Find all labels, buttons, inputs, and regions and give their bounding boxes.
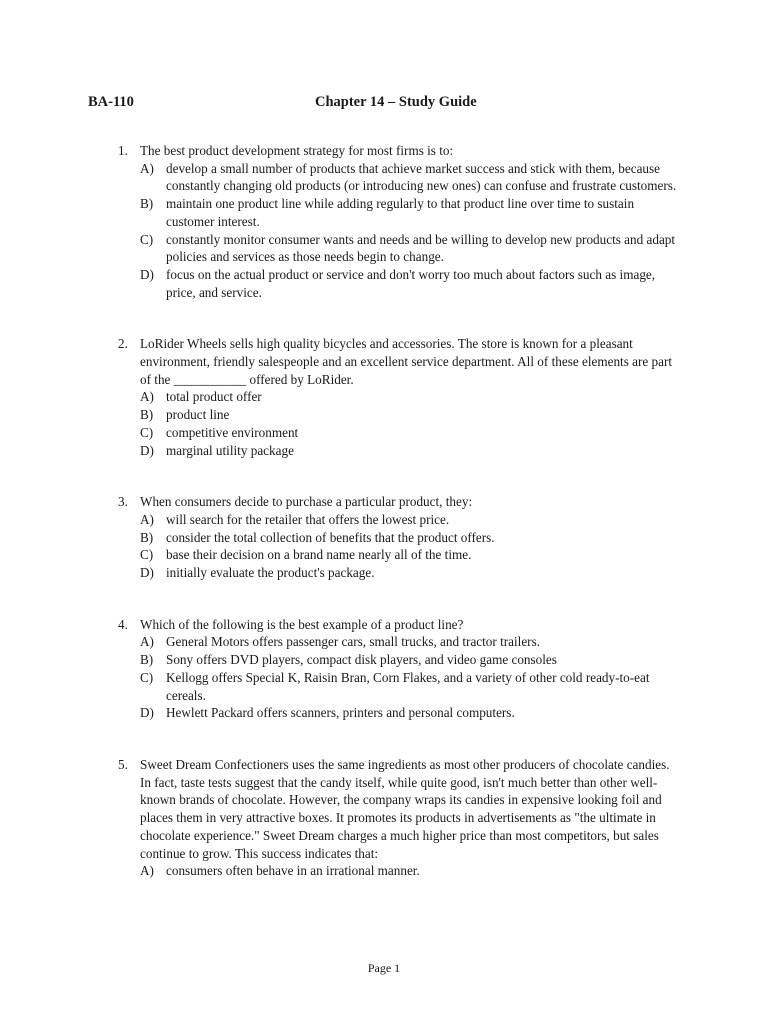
choice-letter: D) [140,705,154,721]
choice-text: focus on the actual product or service and don't worry too much about factors such as image, price, and service. [166,266,656,300]
question-1 [118,142,678,301]
choice-text: develop a small number of products that achieve market success and stick with them, because constantly changing old products (or introducing new ones) can confuse and frustrate customers. [166,160,677,194]
choice-list [118,160,678,302]
page-footer [0,961,768,976]
choice-letter: A) [140,160,154,176]
choice-item [140,633,678,651]
question-3 [118,493,678,582]
question-text: When consumers decide to purchase a particular product, they: [140,494,473,510]
choice-item [140,231,678,266]
question-number: 1. [118,143,128,158]
choice-text: total product offer [166,389,262,405]
choice-letter: A) [140,863,154,879]
choice-list [118,388,678,459]
choice-letter: A) [140,511,154,527]
page-title: Chapter 14 – Study Guide [315,94,477,110]
choice-letter: D) [140,565,154,581]
question-text: LoRider Wheels sells high quality bicycles and accessories. The store is known for a pleasant environment, friendly salespeople and an excellent service department. All of these elements are part of the ___________ offered by LoRider. [140,336,673,387]
choice-letter: C) [140,231,154,247]
choice-item [140,424,678,442]
choice-list [118,633,678,722]
choice-letter: C) [140,547,154,563]
choice-text: marginal utility package [166,442,294,458]
question-number: 4. [118,616,128,632]
choice-item [140,862,678,880]
choice-item [140,195,678,230]
question-text: Sweet Dream Confectioners uses the same ingredients as most other producers of chocolate candies. In fact, taste tests suggest that the candy itself, while quite good, isn't much better than other well-known brands of chocolate. However, the company wraps its candies in expensive looking foil and places them in very attractive boxes. It promotes its products in advertisements as "the ultimate in chocolate experience." Sweet Dream charges a much higher price than most competitors, but sales continue to grow. This success indicates that: [140,756,670,861]
choice-text: maintain one product line while adding regularly to that product line over time to sustain customer interest. [166,196,635,229]
choice-text: consumers often behave in an irrational manner. [166,863,420,879]
choice-text: product line [166,407,230,423]
choice-letter: C) [140,424,154,440]
choice-item [140,651,678,669]
choice-text: General Motors offers passenger cars, small trucks, and tractor trailers. [166,634,541,650]
choice-letter: C) [140,669,154,685]
choice-item [140,564,678,582]
choice-item [140,388,678,406]
question-number: 5. [118,756,128,772]
choice-text: initially evaluate the product's package. [166,565,375,581]
question-text: Which of the following is the best example of a product line? [140,616,464,632]
choice-text: base their decision on a brand name nearly all of the time. [166,547,472,563]
question-number: 3. [118,494,128,510]
choice-list [118,511,678,582]
choice-text: will search for the retailer that offers the lowest price. [166,511,450,527]
choice-letter: B) [140,407,154,423]
choice-letter: A) [140,634,154,650]
question-number: 2. [118,336,128,352]
page-number: Page 1 [367,961,401,975]
choice-item [140,406,678,424]
choice-item [140,669,678,704]
choice-text: competitive environment [166,424,299,440]
choice-item [140,511,678,529]
question-text: The best product development strategy for most firms is to: [140,143,454,158]
choice-item [140,266,678,301]
choice-text: constantly monitor consumer wants and needs and be willing to develop new products and adapt policies and services as those needs begin to change. [166,231,676,265]
question-5 [118,756,678,880]
choice-list [118,862,678,880]
choice-item [140,529,678,547]
choice-text: consider the total collection of benefits that the product offers. [166,529,495,545]
choice-letter: A) [140,389,154,405]
question-4 [118,616,678,722]
choice-item [140,160,678,195]
choice-letter: D) [140,266,154,282]
choice-letter: B) [140,196,154,212]
choice-item [140,442,678,460]
question-list [118,142,678,914]
question-2 [118,335,678,459]
choice-item [140,704,678,722]
choice-text: Hewlett Packard offers scanners, printers and personal computers. [166,705,515,721]
choice-text: Sony offers DVD players, compact disk players, and video game consoles [166,652,557,668]
page-header [88,94,708,114]
choice-text: Kellogg offers Special K, Raisin Bran, Corn Flakes, and a variety of other cold ready-to-eat cereals. [166,669,650,703]
choice-letter: B) [140,652,154,668]
course-code: BA-110 [88,94,134,110]
choice-letter: B) [140,529,154,545]
choice-item [140,546,678,564]
choice-letter: D) [140,442,154,458]
